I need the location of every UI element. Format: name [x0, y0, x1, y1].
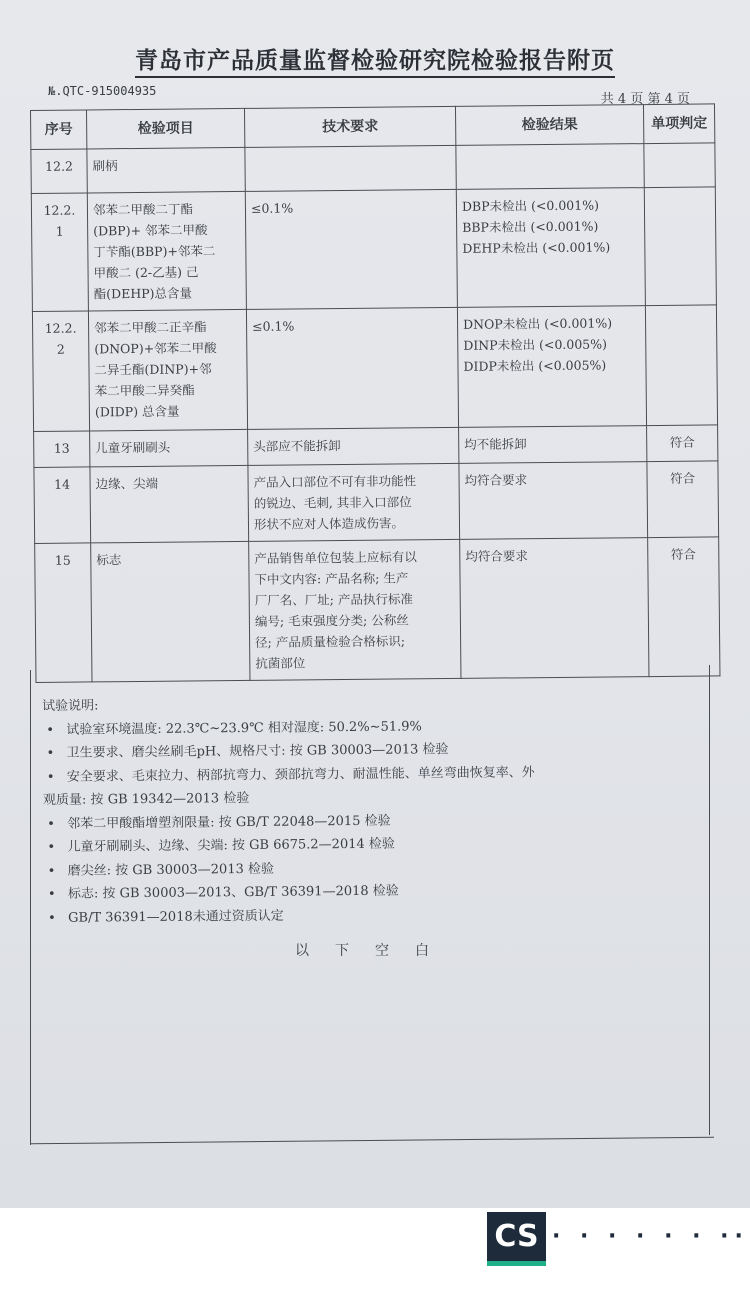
notes-box-left-border — [30, 670, 31, 1145]
row-result: 均符合要求 — [459, 462, 648, 540]
row-verdict — [645, 305, 717, 426]
row-requirement: 产品入口部位不可有非功能性 的锐边、毛刺, 其非入口部位 形状不应对人体造成伤害。 — [248, 463, 460, 541]
row-result: DBP未检出 (<0.001%) BBP未检出 (<0.001%) DEHP未检出 (<0.001%) — [456, 188, 645, 308]
inspection-table — [30, 103, 720, 683]
note-item: • GB/T 36391—2018未通过资质认定 — [44, 900, 704, 930]
col-header-no: 序号 — [31, 110, 87, 150]
table-row — [34, 461, 719, 544]
col-header-verdict: 单项判定 — [643, 104, 714, 144]
report-number: №.QTC-915004935 — [48, 84, 157, 98]
row-result: DNOP未检出 (<0.001%) DINP未检出 (<0.005%) DIDP未检出 (<0.005%) — [457, 306, 646, 428]
row-item: 标志 — [91, 541, 250, 682]
note-item: • 试验室环境温度: 22.3℃~23.9℃ 相对湿度: 50.2%~51.9% — [42, 712, 702, 742]
row-item: 边缘、尖端 — [90, 465, 249, 543]
row-no: 13 — [34, 431, 90, 468]
row-requirement: ≤0.1% — [246, 307, 458, 429]
row-no: 15 — [35, 543, 92, 683]
notes-box-right-border — [709, 665, 710, 1135]
blank-below-mark: 以下空白 — [295, 943, 455, 959]
table-header-row — [31, 104, 715, 150]
notes-box-bottom-border — [30, 1137, 714, 1145]
notes-heading: 试验说明: — [42, 698, 99, 714]
col-header-requirement: 技术要求 — [244, 106, 455, 147]
note-item: • 磨尖丝: 按 GB 30003—2013 检验 — [44, 853, 704, 883]
row-no: 12.2. 2 — [32, 311, 89, 432]
row-verdict — [644, 143, 715, 188]
col-header-result: 检验结果 — [455, 105, 643, 146]
table-row — [31, 187, 716, 312]
test-notes — [42, 689, 704, 930]
row-verdict: 符合 — [647, 461, 719, 538]
row-no: 14 — [34, 467, 91, 544]
row-no: 12.2 — [31, 149, 87, 194]
row-item: 刷柄 — [87, 147, 245, 193]
page-info: 共 4 页 第 4 页 — [600, 92, 690, 107]
camscanner-logo: CS — [487, 1212, 546, 1266]
row-verdict: 符合 — [648, 537, 720, 677]
row-no: 12.2. 1 — [31, 193, 88, 312]
row-requirement: 产品销售单位包装上应标有以 下中文内容: 产品名称; 生产 厂厂名、厂址; 产品执行标准 编号; 毛束强度分类; 公称丝 径; 产品质量检验合格标识; 抗菌部位 — [249, 539, 461, 680]
table-row — [32, 305, 717, 432]
note-item: • 邻苯二甲酸酯增塑剂限量: 按 GB/T 22048—2015 检验 — [43, 806, 703, 836]
note-item: • 儿童牙刷刷头、边缘、尖端: 按 GB 6675.2—2014 检验 — [43, 830, 703, 860]
row-item: 邻苯二甲酸二丁酯 (DBP)+ 邻苯二甲酸 丁苄酯(BBP)+邻苯二 甲酸二 (2-乙基) 己 酯(DEHP)总含量 — [87, 191, 246, 311]
note-continuation: 观质量: 按 GB 19342—2013 检验 — [42, 791, 250, 808]
report-title: 青岛市产品质量监督检验研究院检验报告附页 — [0, 42, 750, 75]
row-requirement: ≤0.1% — [245, 189, 457, 309]
row-result — [456, 144, 644, 190]
table-row — [35, 537, 720, 683]
row-result: 均不能拆卸 — [459, 426, 647, 464]
row-item: 邻苯二甲酸二正辛酯 (DNOP)+邻苯二甲酸 二异壬酯(DINP)+邻 苯二甲酸二异癸酯 (DIDP) 总含量 — [88, 309, 247, 431]
row-requirement — [245, 145, 456, 191]
note-item: • 卫生要求、磨尖丝刷毛pH、规格尺寸: 按 GB 30003—2013 检验 — [42, 736, 702, 766]
table-row — [31, 143, 715, 194]
row-verdict — [644, 187, 716, 306]
row-item: 儿童牙刷刷头 — [90, 429, 248, 467]
row-requirement: 头部应不能拆卸 — [248, 427, 459, 465]
note-item: • 安全要求、毛束拉力、柄部抗弯力、颈部抗弯力、耐温性能、单丝弯曲恢复率、外 — [43, 759, 703, 789]
row-result: 均符合要求 — [460, 538, 649, 679]
col-header-item: 检验项目 — [87, 108, 245, 149]
row-verdict: 符合 — [647, 425, 718, 462]
note-item: • 标志: 按 GB 30003—2013、GB/T 36391—2018 检验 — [44, 877, 704, 907]
watermark-dots: · · · · · · ·· — [552, 1224, 749, 1249]
